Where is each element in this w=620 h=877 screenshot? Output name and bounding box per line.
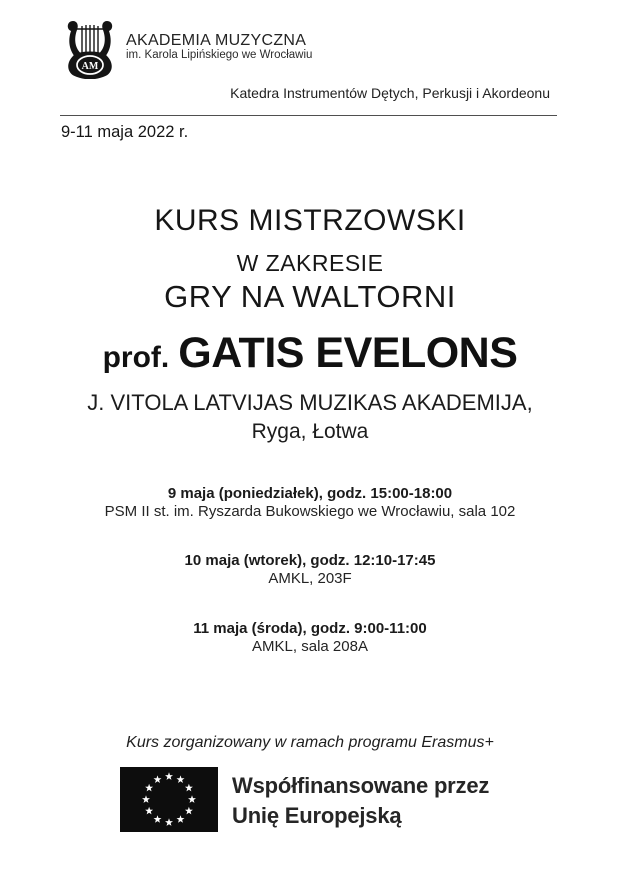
eu-flag-icon: [120, 767, 218, 832]
institution-city: Ryga, Łotwa: [251, 420, 369, 443]
title-line-3: GRY NA WALTORNI: [164, 279, 456, 314]
professor-line: [0, 329, 620, 377]
header-divider: [60, 115, 557, 116]
professor-name: GATIS EVELONS: [178, 329, 518, 377]
funding-line-2: Unię Europejską: [232, 803, 402, 828]
schedule-datetime: 9 maja (poniedziałek), godz. 15:00-18:00: [167, 485, 453, 502]
schedule-datetime: 11 maja (środa), godz. 9:00-11:00: [193, 620, 427, 637]
schedule-location: PSM II st. im. Ryszarda Bukowskiego we Wrocławiu, sala 102: [104, 503, 516, 520]
professor-prefix: prof.: [102, 341, 170, 374]
schedule-location: AMKL, sala 208A: [252, 638, 368, 655]
org-name: AKADEMIA MUZYCZNA: [126, 32, 307, 49]
title-line-1: KURS MISTRZOWSKI: [154, 204, 466, 237]
schedule-item: [0, 485, 620, 521]
schedule-location: AMKL, 203F: [268, 570, 352, 587]
schedule-item: [0, 552, 620, 588]
eu-funding-statement: [232, 771, 489, 831]
department-name: Katedra Instrumentów Dętych, Perkusji i Akordeonu: [230, 85, 550, 101]
erasmus-program-note: Kurs zorganizowany w ramach programu Erasmus+: [126, 734, 494, 751]
funding-line-1: Współfinansowane przez: [232, 773, 490, 798]
org-subtitle: im. Karola Lipińskiego we Wrocławiu: [126, 49, 313, 61]
logo-monogram: AM: [81, 60, 99, 72]
event-date-range: 9-11 maja 2022 r.: [61, 123, 189, 141]
lyre-logo-icon: [62, 16, 118, 79]
schedule-datetime: 10 maja (wtorek), godz. 12:10-17:45: [184, 552, 436, 569]
schedule-item: [0, 620, 620, 656]
title-line-2: W ZAKRESIE: [236, 250, 384, 276]
institution-name: J. VITOLA LATVIJAS MUZIKAS AKADEMIJA,: [87, 390, 533, 415]
